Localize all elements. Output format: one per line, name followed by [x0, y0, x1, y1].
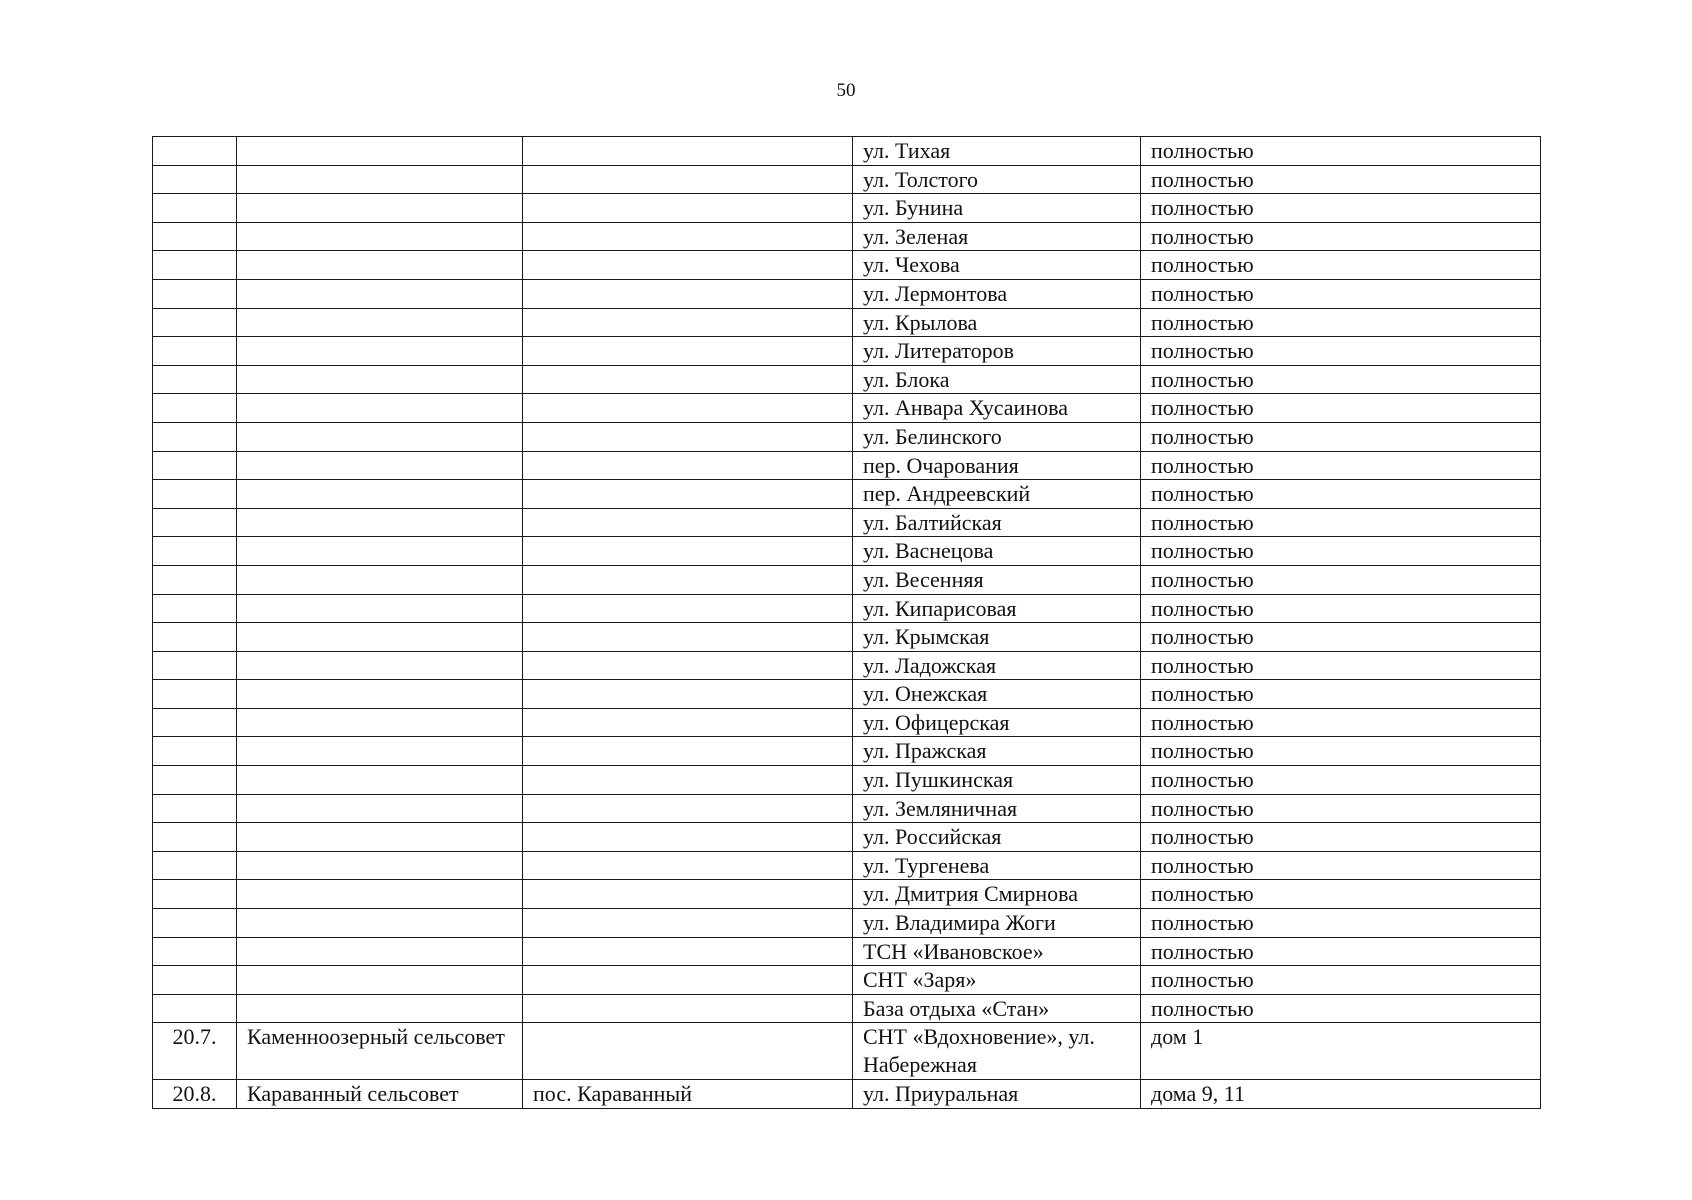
- cell-settlement: [523, 451, 853, 480]
- table-row: [153, 365, 1541, 394]
- cell-houses: полностью: [1141, 680, 1541, 709]
- table-row: [153, 394, 1541, 423]
- table-row: [153, 279, 1541, 308]
- table-row: [153, 708, 1541, 737]
- cell-council: [237, 451, 523, 480]
- cell-number: [153, 137, 237, 166]
- table-row: [153, 308, 1541, 337]
- table-row: [153, 337, 1541, 366]
- table-row: [153, 165, 1541, 194]
- cell-council: [237, 851, 523, 880]
- cell-council: [237, 623, 523, 652]
- cell-houses: полностью: [1141, 279, 1541, 308]
- cell-council: [237, 537, 523, 566]
- table-row: [153, 766, 1541, 795]
- cell-street: ул. Литераторов: [853, 337, 1141, 366]
- cell-council: Караванный сельсовет: [237, 1080, 523, 1109]
- cell-street: ул. Онежская: [853, 680, 1141, 709]
- cell-street: ул. Российская: [853, 823, 1141, 852]
- cell-council: [237, 937, 523, 966]
- cell-street: пер. Андреевский: [853, 480, 1141, 509]
- cell-settlement: [523, 909, 853, 938]
- cell-settlement: [523, 480, 853, 509]
- cell-settlement: [523, 651, 853, 680]
- table-row: [153, 651, 1541, 680]
- cell-street: ул. Балтийская: [853, 508, 1141, 537]
- cell-street: ул. Земляничная: [853, 794, 1141, 823]
- cell-council: [237, 651, 523, 680]
- cell-council: [237, 365, 523, 394]
- table-row: [153, 537, 1541, 566]
- table-row: [153, 508, 1541, 537]
- cell-houses: полностью: [1141, 137, 1541, 166]
- cell-number: [153, 222, 237, 251]
- cell-street: ул. Лермонтова: [853, 279, 1141, 308]
- cell-number: [153, 308, 237, 337]
- cell-number: [153, 937, 237, 966]
- cell-street: ул. Офицерская: [853, 708, 1141, 737]
- cell-settlement: [523, 337, 853, 366]
- cell-settlement: [523, 966, 853, 995]
- cell-street: ТСН «Ивановское»: [853, 937, 1141, 966]
- cell-houses: полностью: [1141, 337, 1541, 366]
- cell-council: [237, 565, 523, 594]
- cell-number: [153, 823, 237, 852]
- cell-settlement: [523, 823, 853, 852]
- cell-houses: полностью: [1141, 937, 1541, 966]
- table-row: [153, 222, 1541, 251]
- cell-settlement: [523, 851, 853, 880]
- cell-settlement: [523, 937, 853, 966]
- cell-houses: полностью: [1141, 480, 1541, 509]
- table-row: [153, 937, 1541, 966]
- cell-number: [153, 651, 237, 680]
- cell-houses: полностью: [1141, 794, 1541, 823]
- cell-street: ул. Владимира Жоги: [853, 909, 1141, 938]
- cell-houses: полностью: [1141, 165, 1541, 194]
- cell-number: [153, 737, 237, 766]
- cell-council: [237, 308, 523, 337]
- cell-street: ул. Блока: [853, 365, 1141, 394]
- cell-houses: полностью: [1141, 994, 1541, 1023]
- table-row: [153, 823, 1541, 852]
- cell-settlement: [523, 880, 853, 909]
- cell-number: [153, 708, 237, 737]
- cell-street: ул. Пушкинская: [853, 766, 1141, 795]
- cell-settlement: [523, 251, 853, 280]
- table-row: [153, 422, 1541, 451]
- cell-council: [237, 909, 523, 938]
- table-row: [153, 966, 1541, 995]
- cell-number: [153, 880, 237, 909]
- cell-council: [237, 222, 523, 251]
- table-row: [153, 737, 1541, 766]
- cell-street: ул. Белинского: [853, 422, 1141, 451]
- cell-houses: полностью: [1141, 594, 1541, 623]
- table-row: [153, 909, 1541, 938]
- cell-houses: полностью: [1141, 623, 1541, 652]
- cell-number: [153, 365, 237, 394]
- cell-council: [237, 337, 523, 366]
- cell-council: [237, 823, 523, 852]
- cell-houses: полностью: [1141, 508, 1541, 537]
- cell-number: [153, 194, 237, 223]
- cell-settlement: [523, 766, 853, 795]
- cell-council: Каменноозерный сельсовет: [237, 1023, 523, 1080]
- cell-houses: дома 9, 11: [1141, 1080, 1541, 1109]
- cell-number: [153, 594, 237, 623]
- cell-settlement: пос. Караванный: [523, 1080, 853, 1109]
- cell-houses: полностью: [1141, 565, 1541, 594]
- cell-number: 20.8.: [153, 1080, 237, 1109]
- cell-number: [153, 165, 237, 194]
- cell-settlement: [523, 508, 853, 537]
- cell-number: [153, 565, 237, 594]
- cell-council: [237, 594, 523, 623]
- cell-street: ул. Толстого: [853, 165, 1141, 194]
- cell-houses: дом 1: [1141, 1023, 1541, 1080]
- table-row: [153, 565, 1541, 594]
- table-row: [153, 480, 1541, 509]
- cell-street: ул. Весенняя: [853, 565, 1141, 594]
- cell-settlement: [523, 308, 853, 337]
- cell-settlement: [523, 708, 853, 737]
- cell-street: СНТ «Вдохновение», ул. Набережная: [853, 1023, 1141, 1080]
- cell-number: [153, 508, 237, 537]
- page-number: 50: [836, 80, 856, 101]
- cell-council: [237, 966, 523, 995]
- addresses-table: [152, 136, 1541, 1109]
- cell-number: [153, 623, 237, 652]
- cell-number: [153, 994, 237, 1023]
- cell-number: [153, 337, 237, 366]
- cell-settlement: [523, 194, 853, 223]
- table-row: [153, 794, 1541, 823]
- cell-street: ул. Тургенева: [853, 851, 1141, 880]
- table-row: [153, 623, 1541, 652]
- cell-settlement: [523, 623, 853, 652]
- cell-council: [237, 794, 523, 823]
- table-row: [153, 251, 1541, 280]
- table-row: [153, 1023, 1541, 1080]
- cell-street: ул. Крылова: [853, 308, 1141, 337]
- table-row: [153, 594, 1541, 623]
- cell-council: [237, 680, 523, 709]
- cell-council: [237, 880, 523, 909]
- cell-settlement: [523, 1023, 853, 1080]
- cell-houses: полностью: [1141, 880, 1541, 909]
- cell-settlement: [523, 137, 853, 166]
- cell-number: [153, 966, 237, 995]
- cell-street: ул. Крымская: [853, 623, 1141, 652]
- cell-council: [237, 994, 523, 1023]
- cell-street: ул. Чехова: [853, 251, 1141, 280]
- cell-settlement: [523, 737, 853, 766]
- cell-houses: полностью: [1141, 823, 1541, 852]
- cell-number: [153, 394, 237, 423]
- cell-council: [237, 480, 523, 509]
- table-row: [153, 851, 1541, 880]
- cell-street: ул. Анвара Хусаинова: [853, 394, 1141, 423]
- cell-number: [153, 794, 237, 823]
- cell-council: [237, 137, 523, 166]
- cell-houses: полностью: [1141, 966, 1541, 995]
- cell-number: [153, 279, 237, 308]
- cell-settlement: [523, 994, 853, 1023]
- cell-street: ул. Бунина: [853, 194, 1141, 223]
- cell-settlement: [523, 394, 853, 423]
- cell-houses: полностью: [1141, 651, 1541, 680]
- cell-street: ул. Кипарисовая: [853, 594, 1141, 623]
- cell-houses: полностью: [1141, 537, 1541, 566]
- cell-council: [237, 737, 523, 766]
- cell-council: [237, 422, 523, 451]
- table-row: [153, 680, 1541, 709]
- cell-council: [237, 508, 523, 537]
- cell-number: [153, 451, 237, 480]
- cell-number: [153, 680, 237, 709]
- cell-houses: полностью: [1141, 708, 1541, 737]
- cell-street: пер. Очарования: [853, 451, 1141, 480]
- cell-street: ул. Приуральная: [853, 1080, 1141, 1109]
- cell-settlement: [523, 365, 853, 394]
- cell-houses: полностью: [1141, 737, 1541, 766]
- cell-number: [153, 909, 237, 938]
- cell-street: ул. Васнецова: [853, 537, 1141, 566]
- cell-houses: полностью: [1141, 422, 1541, 451]
- cell-number: 20.7.: [153, 1023, 237, 1080]
- cell-number: [153, 480, 237, 509]
- cell-houses: полностью: [1141, 365, 1541, 394]
- cell-houses: полностью: [1141, 394, 1541, 423]
- cell-council: [237, 766, 523, 795]
- table-row: [153, 880, 1541, 909]
- cell-houses: полностью: [1141, 909, 1541, 938]
- cell-street: ул. Зеленая: [853, 222, 1141, 251]
- cell-council: [237, 251, 523, 280]
- cell-number: [153, 422, 237, 451]
- cell-settlement: [523, 279, 853, 308]
- cell-settlement: [523, 594, 853, 623]
- cell-houses: полностью: [1141, 251, 1541, 280]
- cell-council: [237, 279, 523, 308]
- cell-houses: полностью: [1141, 194, 1541, 223]
- cell-settlement: [523, 222, 853, 251]
- cell-street: ул. Тихая: [853, 137, 1141, 166]
- cell-houses: полностью: [1141, 766, 1541, 795]
- cell-settlement: [523, 165, 853, 194]
- cell-street: База отдыха «Стан»: [853, 994, 1141, 1023]
- cell-council: [237, 708, 523, 737]
- cell-houses: полностью: [1141, 308, 1541, 337]
- cell-street: ул. Пражская: [853, 737, 1141, 766]
- table-row: [153, 137, 1541, 166]
- cell-number: [153, 851, 237, 880]
- cell-settlement: [523, 565, 853, 594]
- cell-number: [153, 766, 237, 795]
- cell-street: ул. Ладожская: [853, 651, 1141, 680]
- addresses-table-body: [153, 137, 1541, 1109]
- cell-council: [237, 394, 523, 423]
- cell-council: [237, 165, 523, 194]
- cell-houses: полностью: [1141, 851, 1541, 880]
- table-row: [153, 194, 1541, 223]
- cell-number: [153, 251, 237, 280]
- cell-houses: полностью: [1141, 451, 1541, 480]
- cell-number: [153, 537, 237, 566]
- cell-street: ул. Дмитрия Смирнова: [853, 880, 1141, 909]
- table-row: [153, 994, 1541, 1023]
- cell-settlement: [523, 680, 853, 709]
- table-row: [153, 451, 1541, 480]
- cell-settlement: [523, 794, 853, 823]
- table-row: [153, 1080, 1541, 1109]
- cell-settlement: [523, 537, 853, 566]
- cell-houses: полностью: [1141, 222, 1541, 251]
- cell-street: СНТ «Заря»: [853, 966, 1141, 995]
- cell-council: [237, 194, 523, 223]
- cell-settlement: [523, 422, 853, 451]
